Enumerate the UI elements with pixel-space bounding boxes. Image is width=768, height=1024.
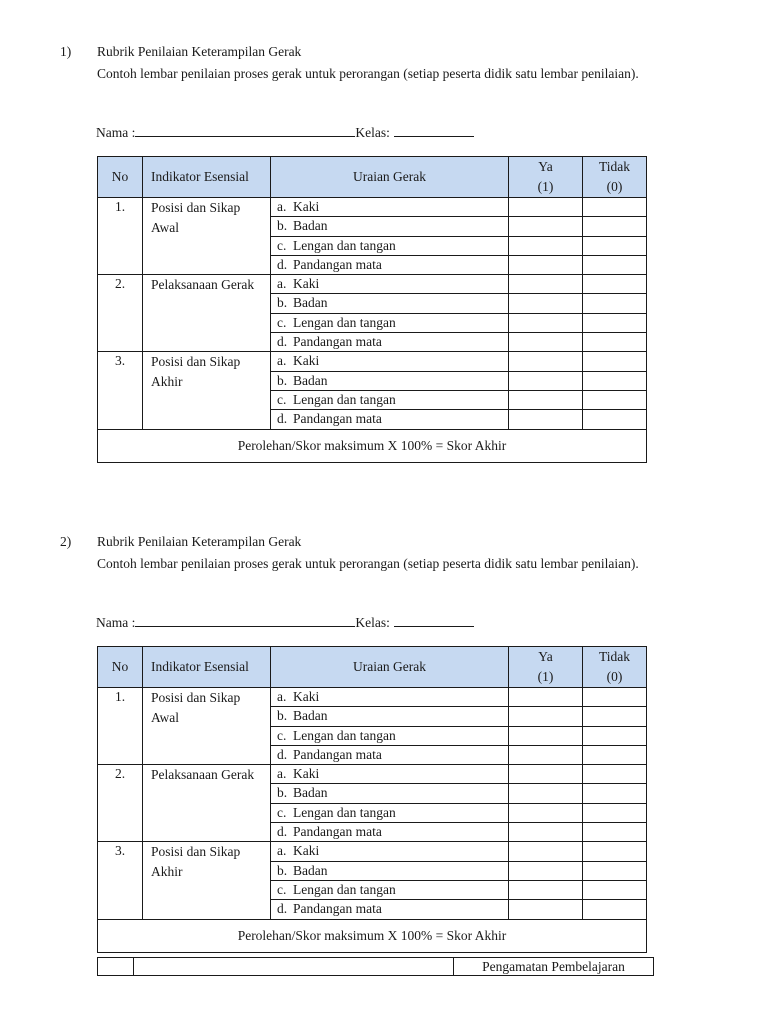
row-number: 3. bbox=[98, 842, 143, 919]
uraian-cell bbox=[271, 861, 509, 880]
indikator-cell: Posisi dan Sikap Akhir bbox=[143, 842, 271, 919]
uraian-cell bbox=[271, 900, 509, 919]
section-number: 1) bbox=[60, 44, 72, 59]
tidak-checkbox-cell[interactable] bbox=[583, 390, 647, 409]
header-tidak-label: Tidak bbox=[598, 649, 630, 664]
header-indikator: Indikator Esensial bbox=[143, 647, 271, 688]
tidak-checkbox-cell[interactable] bbox=[583, 707, 647, 726]
ya-checkbox-cell[interactable] bbox=[509, 371, 583, 390]
uraian-letter: d. bbox=[277, 824, 288, 840]
indikator-cell: Posisi dan Sikap Awal bbox=[143, 198, 271, 275]
ya-checkbox-cell[interactable] bbox=[509, 410, 583, 429]
indikator-cell: Posisi dan Sikap Awal bbox=[143, 688, 271, 765]
tidak-checkbox-cell[interactable] bbox=[583, 410, 647, 429]
header-tidak-label: Tidak bbox=[598, 159, 630, 174]
tidak-checkbox-cell[interactable] bbox=[583, 745, 647, 764]
header-uraian: Uraian Gerak bbox=[271, 157, 509, 198]
uraian-letter: a. bbox=[277, 689, 287, 704]
header-ya-score: (1) bbox=[537, 179, 554, 194]
uraian-text: Pandangan mata bbox=[293, 746, 382, 762]
header-ya-label: Ya bbox=[538, 649, 553, 664]
uraian-letter: c. bbox=[277, 314, 287, 330]
total-row bbox=[98, 919, 647, 952]
ya-checkbox-cell[interactable] bbox=[509, 765, 583, 784]
ya-checkbox-cell[interactable] bbox=[509, 236, 583, 255]
uraian-letter: a. bbox=[277, 199, 287, 214]
row-number: 2. bbox=[98, 765, 143, 842]
uraian-text: Pandangan mata bbox=[293, 256, 382, 272]
total-row bbox=[98, 429, 647, 462]
row-number: 1. bbox=[98, 688, 143, 765]
uraian-cell bbox=[271, 275, 509, 294]
indikator-cell: Pelaksanaan Gerak bbox=[143, 275, 271, 352]
uraian-letter: c. bbox=[277, 237, 287, 253]
nama-label: Nama : bbox=[96, 615, 136, 630]
table-row bbox=[98, 765, 647, 784]
ya-checkbox-cell[interactable] bbox=[509, 823, 583, 842]
total-formula: Perolehan/Skor maksimum X 100% = Skor Akhir bbox=[98, 919, 647, 952]
uraian-cell bbox=[271, 880, 509, 899]
uraian-text: Badan bbox=[293, 218, 328, 234]
header-no: No bbox=[98, 157, 143, 198]
uraian-letter: d. bbox=[277, 411, 288, 427]
uraian-letter: b. bbox=[277, 862, 288, 878]
header-tidak bbox=[583, 157, 647, 198]
header-tidak bbox=[583, 647, 647, 688]
uraian-text: Kaki bbox=[293, 766, 320, 782]
uraian-letter: b. bbox=[277, 372, 288, 388]
uraian-cell bbox=[271, 294, 509, 313]
uraian-cell bbox=[271, 313, 509, 332]
footer-cell-blank bbox=[134, 958, 454, 976]
uraian-text: Kaki bbox=[293, 199, 320, 214]
uraian-cell bbox=[271, 255, 509, 274]
tidak-checkbox-cell[interactable] bbox=[583, 333, 647, 352]
tidak-checkbox-cell[interactable] bbox=[583, 803, 647, 822]
uraian-cell bbox=[271, 352, 509, 371]
nama-label: Nama : bbox=[96, 125, 136, 140]
uraian-text: Pandangan mata bbox=[293, 334, 382, 350]
uraian-cell bbox=[271, 842, 509, 861]
ya-checkbox-cell[interactable] bbox=[509, 390, 583, 409]
uraian-text: Badan bbox=[293, 372, 328, 388]
tidak-checkbox-cell[interactable] bbox=[583, 352, 647, 371]
uraian-letter: d. bbox=[277, 256, 288, 272]
table-row bbox=[98, 688, 647, 707]
uraian-cell bbox=[271, 823, 509, 842]
rubric-table bbox=[97, 646, 647, 953]
ya-checkbox-cell[interactable] bbox=[509, 198, 583, 217]
tidak-checkbox-cell[interactable] bbox=[583, 217, 647, 236]
footer-cell-blank bbox=[98, 958, 134, 976]
uraian-text: Lengan dan tangan bbox=[293, 881, 396, 897]
tidak-checkbox-cell[interactable] bbox=[583, 255, 647, 274]
header-row bbox=[98, 157, 647, 198]
uraian-letter: d. bbox=[277, 901, 288, 917]
uraian-cell bbox=[271, 803, 509, 822]
header-ya-label: Ya bbox=[538, 159, 553, 174]
header-ya-score: (1) bbox=[537, 669, 554, 684]
uraian-text: Kaki bbox=[293, 276, 320, 292]
table-row bbox=[98, 842, 647, 861]
row-number: 3. bbox=[98, 352, 143, 429]
uraian-cell bbox=[271, 726, 509, 745]
uraian-letter: c. bbox=[277, 881, 287, 897]
uraian-text: Lengan dan tangan bbox=[293, 804, 396, 820]
uraian-letter: a. bbox=[277, 843, 287, 859]
uraian-cell bbox=[271, 784, 509, 803]
ya-checkbox-cell[interactable] bbox=[509, 255, 583, 274]
tidak-checkbox-cell[interactable] bbox=[583, 726, 647, 745]
ya-checkbox-cell[interactable] bbox=[509, 745, 583, 764]
ya-checkbox-cell[interactable] bbox=[509, 352, 583, 371]
table-row bbox=[98, 198, 647, 217]
uraian-text: Lengan dan tangan bbox=[293, 727, 396, 743]
uraian-text: Pandangan mata bbox=[293, 901, 382, 917]
student-info-row bbox=[96, 614, 474, 631]
tidak-checkbox-cell[interactable] bbox=[583, 861, 647, 880]
uraian-cell bbox=[271, 745, 509, 764]
ya-checkbox-cell[interactable] bbox=[509, 842, 583, 861]
uraian-text: Pandangan mata bbox=[293, 824, 382, 840]
uraian-cell bbox=[271, 688, 509, 707]
uraian-letter: d. bbox=[277, 746, 288, 762]
uraian-text: Badan bbox=[293, 785, 328, 801]
header-uraian: Uraian Gerak bbox=[271, 647, 509, 688]
indikator-cell: Pelaksanaan Gerak bbox=[143, 765, 271, 842]
ya-checkbox-cell[interactable] bbox=[509, 900, 583, 919]
uraian-letter: d. bbox=[277, 334, 288, 350]
uraian-letter: a. bbox=[277, 276, 287, 292]
ya-checkbox-cell[interactable] bbox=[509, 294, 583, 313]
header-tidak-score: (0) bbox=[606, 669, 623, 684]
nama-input-line[interactable] bbox=[135, 614, 355, 627]
uraian-cell bbox=[271, 217, 509, 236]
header-row bbox=[98, 647, 647, 688]
section-number: 2) bbox=[60, 534, 72, 549]
tidak-checkbox-cell[interactable] bbox=[583, 275, 647, 294]
uraian-letter: b. bbox=[277, 785, 288, 801]
footer-table bbox=[97, 957, 654, 976]
uraian-cell bbox=[271, 333, 509, 352]
uraian-cell bbox=[271, 390, 509, 409]
uraian-text: Badan bbox=[293, 708, 328, 724]
uraian-text: Pandangan mata bbox=[293, 411, 382, 427]
tidak-checkbox-cell[interactable] bbox=[583, 198, 647, 217]
ya-checkbox-cell[interactable] bbox=[509, 803, 583, 822]
uraian-letter: a. bbox=[277, 353, 287, 369]
ya-checkbox-cell[interactable] bbox=[509, 688, 583, 707]
header-ya bbox=[509, 647, 583, 688]
table-row bbox=[98, 352, 647, 371]
section-title: Rubrik Penilaian Keterampilan Gerak bbox=[97, 44, 302, 59]
table-row bbox=[98, 275, 647, 294]
uraian-text: Kaki bbox=[293, 843, 320, 859]
tidak-checkbox-cell[interactable] bbox=[583, 842, 647, 861]
ya-checkbox-cell[interactable] bbox=[509, 275, 583, 294]
ya-checkbox-cell[interactable] bbox=[509, 726, 583, 745]
uraian-text: Kaki bbox=[293, 689, 320, 704]
uraian-letter: a. bbox=[277, 766, 287, 782]
uraian-cell bbox=[271, 198, 509, 217]
rubric-table bbox=[97, 156, 647, 463]
tidak-checkbox-cell[interactable] bbox=[583, 784, 647, 803]
uraian-cell bbox=[271, 410, 509, 429]
header-ya bbox=[509, 157, 583, 198]
uraian-letter: c. bbox=[277, 804, 287, 820]
row-number: 2. bbox=[98, 275, 143, 352]
uraian-text: Lengan dan tangan bbox=[293, 314, 396, 330]
header-indikator: Indikator Esensial bbox=[143, 157, 271, 198]
ya-checkbox-cell[interactable] bbox=[509, 880, 583, 899]
header-no: No bbox=[98, 647, 143, 688]
header-tidak-score: (0) bbox=[606, 179, 623, 194]
uraian-letter: b. bbox=[277, 218, 288, 234]
ya-checkbox-cell[interactable] bbox=[509, 333, 583, 352]
tidak-checkbox-cell[interactable] bbox=[583, 765, 647, 784]
ya-checkbox-cell[interactable] bbox=[509, 313, 583, 332]
uraian-cell bbox=[271, 236, 509, 255]
uraian-letter: b. bbox=[277, 295, 288, 311]
uraian-text: Lengan dan tangan bbox=[293, 237, 396, 253]
uraian-letter: c. bbox=[277, 727, 287, 743]
section-title: Rubrik Penilaian Keterampilan Gerak bbox=[97, 534, 302, 549]
indikator-cell: Posisi dan Sikap Akhir bbox=[143, 352, 271, 429]
uraian-text: Kaki bbox=[293, 353, 320, 369]
nama-input-line[interactable] bbox=[135, 124, 355, 137]
row-number: 1. bbox=[98, 198, 143, 275]
uraian-text: Badan bbox=[293, 862, 328, 878]
ya-checkbox-cell[interactable] bbox=[509, 217, 583, 236]
tidak-checkbox-cell[interactable] bbox=[583, 371, 647, 390]
ya-checkbox-cell[interactable] bbox=[509, 707, 583, 726]
section-description: Contoh lembar penilaian proses gerak untuk perorangan (setiap peserta didik satu lembar penilaian). bbox=[97, 66, 639, 81]
uraian-letter: c. bbox=[277, 391, 287, 407]
uraian-cell bbox=[271, 707, 509, 726]
footer-label: Pengamatan Pembelajaran bbox=[454, 958, 654, 976]
kelas-label: Kelas: bbox=[355, 125, 390, 140]
footer-row bbox=[98, 958, 654, 976]
tidak-checkbox-cell[interactable] bbox=[583, 823, 647, 842]
ya-checkbox-cell[interactable] bbox=[509, 784, 583, 803]
section-description: Contoh lembar penilaian proses gerak untuk perorangan (setiap peserta didik satu lembar penilaian). bbox=[97, 556, 639, 571]
uraian-letter: b. bbox=[277, 708, 288, 724]
tidak-checkbox-cell[interactable] bbox=[583, 236, 647, 255]
tidak-checkbox-cell[interactable] bbox=[583, 313, 647, 332]
uraian-cell bbox=[271, 371, 509, 390]
kelas-input-line[interactable] bbox=[394, 124, 474, 137]
total-formula: Perolehan/Skor maksimum X 100% = Skor Akhir bbox=[98, 429, 647, 462]
uraian-text: Badan bbox=[293, 295, 328, 311]
tidak-checkbox-cell[interactable] bbox=[583, 880, 647, 899]
uraian-cell bbox=[271, 765, 509, 784]
tidak-checkbox-cell[interactable] bbox=[583, 688, 647, 707]
student-info-row bbox=[96, 124, 474, 141]
tidak-checkbox-cell[interactable] bbox=[583, 294, 647, 313]
kelas-label: Kelas: bbox=[355, 615, 390, 630]
tidak-checkbox-cell[interactable] bbox=[583, 900, 647, 919]
ya-checkbox-cell[interactable] bbox=[509, 861, 583, 880]
uraian-text: Lengan dan tangan bbox=[293, 391, 396, 407]
kelas-input-line[interactable] bbox=[394, 614, 474, 627]
